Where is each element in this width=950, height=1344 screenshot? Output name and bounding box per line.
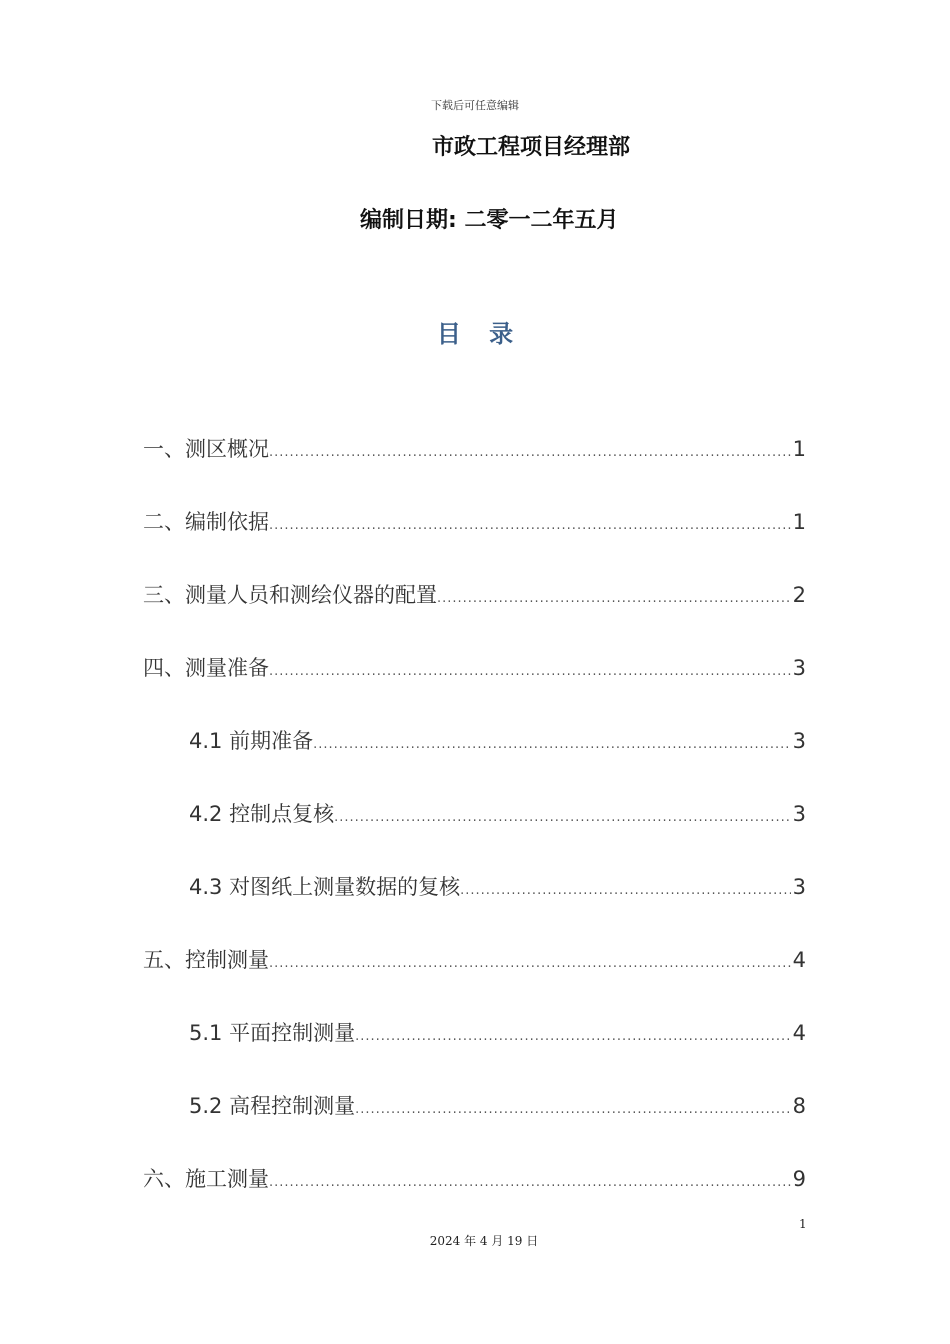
toc-entry-label: 4.1 前期准备 xyxy=(189,729,314,753)
toc-entry[interactable] xyxy=(143,1163,806,1236)
toc-leader-dots xyxy=(355,1102,791,1117)
toc-leader-dots xyxy=(269,1175,791,1190)
toc-entry-label: 三、测量人员和测绘仪器的配置 xyxy=(143,583,437,607)
toc-entry-page: 8 xyxy=(792,1094,806,1118)
toc-title: 目 录 xyxy=(436,320,524,348)
toc-entry[interactable] xyxy=(143,944,806,1017)
toc-entry[interactable] xyxy=(143,506,806,579)
toc-entry[interactable] xyxy=(143,579,806,652)
toc-entry-page: 9 xyxy=(792,1167,806,1191)
toc-leader-dots xyxy=(355,1029,791,1044)
toc-entry[interactable] xyxy=(143,652,806,725)
compile-date: 编制日期: 二零一二年五月 xyxy=(360,208,619,233)
toc-entry-page: 4 xyxy=(792,948,806,972)
footer-date: 2024 年 4 月 19 日 xyxy=(429,1234,539,1248)
header-note: 下载后可任意编辑 xyxy=(431,99,519,112)
toc-entry-page: 3 xyxy=(792,729,806,753)
toc-entry-page: 3 xyxy=(792,656,806,680)
toc-leader-dots xyxy=(334,810,791,825)
organization-title: 市政工程项目经理部 xyxy=(432,135,631,160)
toc-leader-dots xyxy=(313,737,791,752)
toc-subentry[interactable] xyxy=(143,1017,806,1090)
toc-entry-label: 二、编制依据 xyxy=(143,510,269,534)
toc-entry-page: 3 xyxy=(792,802,806,826)
toc-leader-dots xyxy=(437,591,791,606)
toc-leader-dots xyxy=(269,518,791,533)
toc-entry-label: 5.2 高程控制测量 xyxy=(189,1094,356,1118)
toc-subentry[interactable] xyxy=(143,1090,806,1163)
toc-entry-page: 1 xyxy=(792,510,806,534)
toc-entry-page: 3 xyxy=(792,875,806,899)
toc-entry-label: 4.3 对图纸上测量数据的复核 xyxy=(189,875,461,899)
toc-entry-label: 5.1 平面控制测量 xyxy=(189,1021,356,1045)
table-of-contents xyxy=(143,433,806,1236)
toc-subentry[interactable] xyxy=(143,725,806,798)
toc-subentry[interactable] xyxy=(143,871,806,944)
toc-entry-label: 六、施工测量 xyxy=(143,1167,269,1191)
toc-entry-page: 4 xyxy=(792,1021,806,1045)
toc-leader-dots xyxy=(269,445,791,460)
toc-entry-label: 一、测区概况 xyxy=(143,437,269,461)
toc-entry[interactable] xyxy=(143,433,806,506)
toc-entry-label: 四、测量准备 xyxy=(143,656,269,680)
toc-entry-label: 4.2 控制点复核 xyxy=(189,802,335,826)
toc-entry-page: 2 xyxy=(792,583,806,607)
toc-leader-dots xyxy=(460,883,791,898)
page-number: 1 xyxy=(799,1217,807,1231)
toc-leader-dots xyxy=(269,956,791,971)
toc-entry-label: 五、控制测量 xyxy=(143,948,269,972)
toc-subentry[interactable] xyxy=(143,798,806,871)
toc-entry-page: 1 xyxy=(792,437,806,461)
toc-leader-dots xyxy=(269,664,791,679)
